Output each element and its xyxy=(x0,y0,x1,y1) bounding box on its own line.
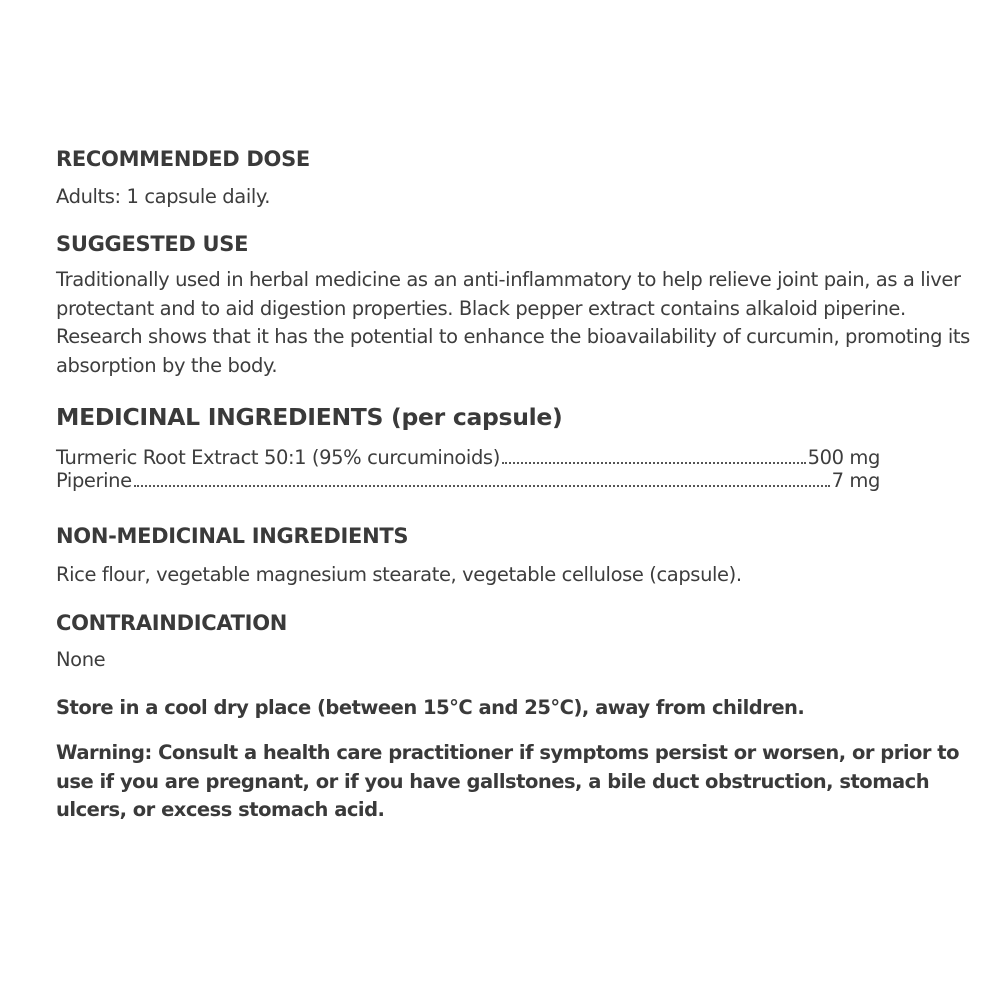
suggested-use-heading: SUGGESTED USE xyxy=(56,232,249,256)
contraindication-text: None xyxy=(56,648,106,671)
medicinal-ingredients-list xyxy=(56,446,976,492)
ingredient-row xyxy=(56,446,880,469)
ingredient-row xyxy=(56,469,880,492)
non-medicinal-ingredients-text: Rice flour, vegetable magnesium stearate, vegetable cellulose (capsule). xyxy=(56,563,742,586)
recommended-dose-text: Adults: 1 capsule daily. xyxy=(56,185,271,208)
leader-dots xyxy=(134,484,830,487)
contraindication-heading: CONTRAINDICATION xyxy=(56,611,288,635)
warning-text: Warning: Consult a health care practitioner if symptoms persist or worsen, or prior to use if you are pregnant, or if you have gallstones, a bile duct obstruction, stomach ulcers, or excess stomach acid. xyxy=(56,741,960,821)
storage-text: Store in a cool dry place (between 15°C and 25°C), away from children. xyxy=(56,696,805,719)
non-medicinal-ingredients-heading: NON-MEDICINAL INGREDIENTS xyxy=(56,524,409,548)
ingredient-name: Piperine xyxy=(56,469,132,492)
recommended-dose-heading: RECOMMENDED DOSE xyxy=(56,147,310,171)
medicinal-ingredients-heading: MEDICINAL INGREDIENTS (per capsule) xyxy=(56,403,563,431)
leader-dots xyxy=(502,461,806,464)
ingredient-name: Turmeric Root Extract 50:1 (95% curcuminoids) xyxy=(56,446,500,469)
ingredient-quantity: 7 mg xyxy=(831,469,880,492)
ingredient-quantity: 500 mg xyxy=(807,446,880,469)
suggested-use-text: Traditionally used in herbal medicine as an anti-inflammatory to help relieve joint pain, as a liver protectant and to aid digestion properties. Black pepper extract contains alkaloid piperine. Research shows that it has the potential to enhance the bioavailability of curcumin, promoting its absorption by the body. xyxy=(56,268,970,377)
